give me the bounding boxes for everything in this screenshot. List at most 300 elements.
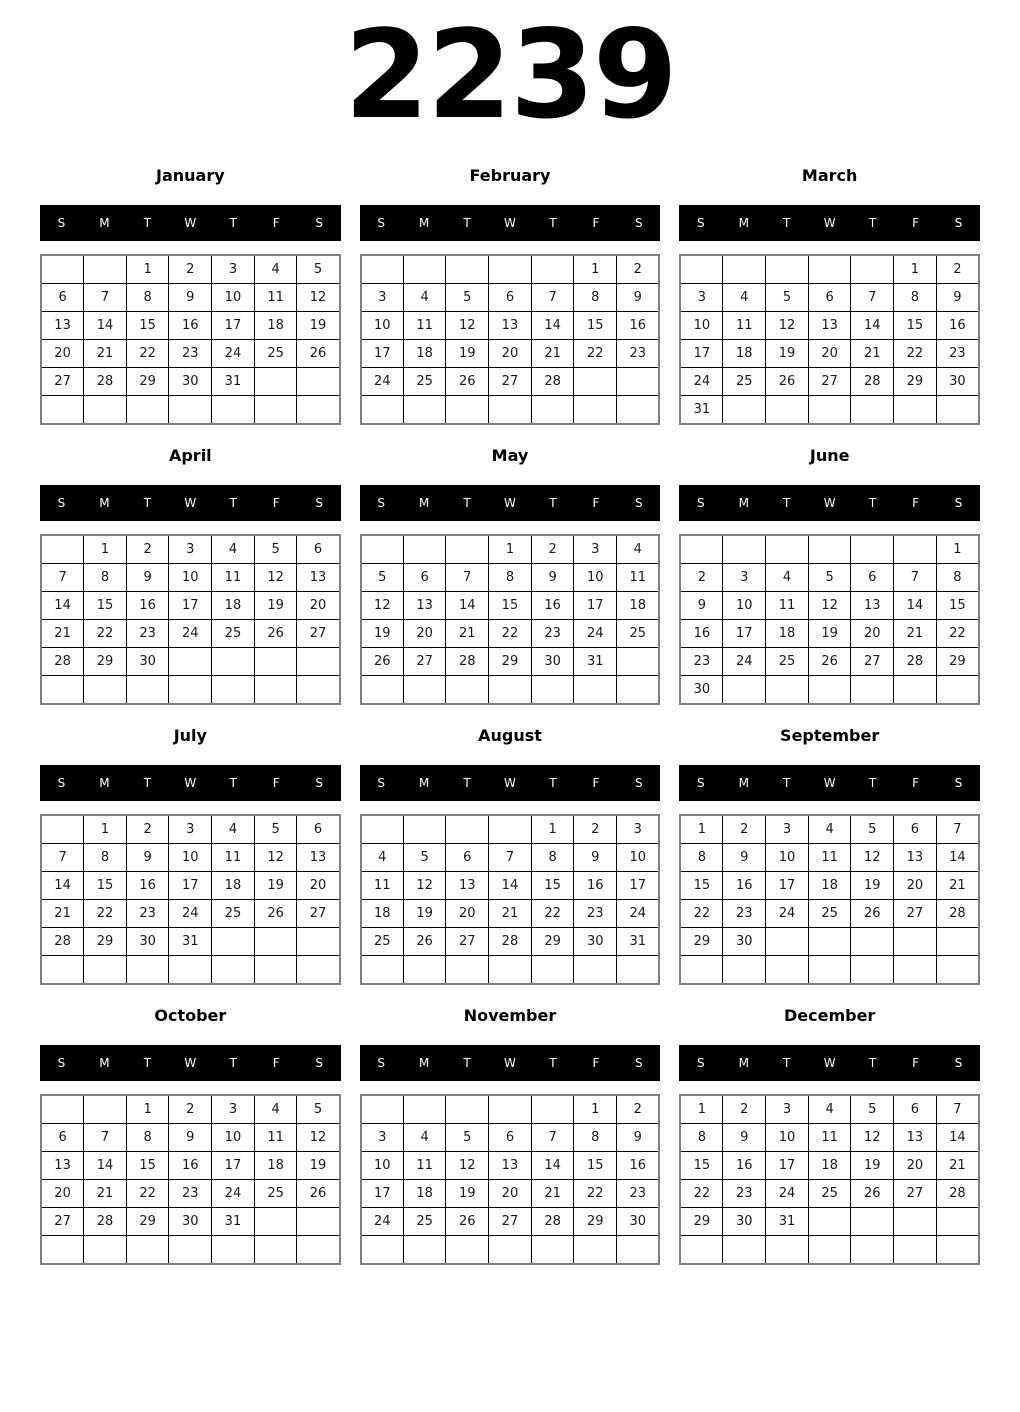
date-cell: 26 bbox=[766, 368, 809, 396]
date-cell: 3 bbox=[212, 1095, 255, 1124]
date-cell: 27 bbox=[41, 368, 84, 396]
weekday-label: S bbox=[696, 776, 705, 791]
empty-date-cell bbox=[297, 928, 340, 956]
week-row bbox=[41, 1208, 340, 1236]
date-cell: 30 bbox=[723, 1208, 766, 1236]
date-cell: 19 bbox=[254, 872, 297, 900]
date-cell: 15 bbox=[126, 312, 169, 340]
date-cell: 4 bbox=[403, 284, 446, 312]
week-row bbox=[680, 815, 979, 844]
week-row bbox=[361, 535, 660, 564]
date-cell: 12 bbox=[254, 844, 297, 872]
date-cell: 4 bbox=[361, 844, 404, 872]
date-cell: 23 bbox=[680, 648, 723, 676]
date-cell: 14 bbox=[936, 844, 979, 872]
date-cell: 24 bbox=[574, 620, 617, 648]
empty-date-cell bbox=[617, 648, 660, 676]
date-cell: 31 bbox=[574, 648, 617, 676]
week-row bbox=[41, 535, 340, 564]
empty-date-cell bbox=[531, 396, 574, 425]
weekday-label: W bbox=[823, 496, 836, 511]
weekday-label: W bbox=[184, 216, 197, 231]
weekday-label: S bbox=[57, 496, 66, 511]
week-row bbox=[680, 620, 979, 648]
date-cell: 22 bbox=[84, 620, 127, 648]
empty-date-cell bbox=[41, 1095, 84, 1124]
date-cell: 26 bbox=[851, 1180, 894, 1208]
date-cell: 31 bbox=[212, 368, 255, 396]
weekday-label: T bbox=[463, 776, 471, 791]
weekday-label: M bbox=[418, 1056, 430, 1071]
date-cell: 18 bbox=[212, 872, 255, 900]
week-row bbox=[361, 284, 660, 312]
weekday-label: S bbox=[377, 776, 385, 791]
date-cell: 30 bbox=[169, 368, 212, 396]
date-cell: 20 bbox=[489, 340, 532, 368]
empty-date-cell bbox=[574, 676, 617, 705]
date-cell: 21 bbox=[41, 620, 84, 648]
date-cell: 1 bbox=[894, 255, 937, 284]
month-block bbox=[40, 155, 341, 425]
date-cell: 31 bbox=[680, 396, 723, 425]
weekday-header-row bbox=[360, 765, 661, 801]
empty-date-cell bbox=[446, 815, 489, 844]
date-cell: 26 bbox=[297, 340, 340, 368]
week-row bbox=[41, 284, 340, 312]
date-cell: 11 bbox=[723, 312, 766, 340]
date-cell: 16 bbox=[126, 872, 169, 900]
date-cell: 26 bbox=[254, 900, 297, 928]
date-cell: 29 bbox=[894, 368, 937, 396]
weekday-label: T bbox=[229, 776, 237, 791]
date-cell: 4 bbox=[723, 284, 766, 312]
empty-date-cell bbox=[894, 676, 937, 705]
weekday-label: M bbox=[99, 1056, 110, 1071]
date-cell: 4 bbox=[403, 1124, 446, 1152]
date-cell: 22 bbox=[574, 340, 617, 368]
date-cell: 9 bbox=[617, 284, 660, 312]
empty-date-cell bbox=[936, 928, 979, 956]
weekday-label: T bbox=[143, 216, 152, 231]
week-row bbox=[41, 312, 340, 340]
date-cell: 19 bbox=[361, 620, 404, 648]
date-cell: 24 bbox=[361, 1208, 404, 1236]
month-date-grid bbox=[360, 534, 661, 705]
date-cell: 19 bbox=[446, 340, 489, 368]
date-cell: 28 bbox=[894, 648, 937, 676]
date-cell: 13 bbox=[41, 1152, 84, 1180]
date-cell: 2 bbox=[574, 815, 617, 844]
date-cell: 29 bbox=[126, 1208, 169, 1236]
date-cell: 2 bbox=[169, 1095, 212, 1124]
date-cell: 10 bbox=[680, 312, 723, 340]
date-cell: 27 bbox=[894, 1180, 937, 1208]
week-row bbox=[361, 648, 660, 676]
date-cell: 7 bbox=[531, 284, 574, 312]
date-cell: 17 bbox=[212, 1152, 255, 1180]
date-cell: 27 bbox=[41, 1208, 84, 1236]
date-cell: 21 bbox=[84, 340, 127, 368]
date-cell: 3 bbox=[574, 535, 617, 564]
weekday-label: S bbox=[954, 496, 963, 511]
empty-date-cell bbox=[446, 535, 489, 564]
week-row bbox=[41, 1152, 340, 1180]
weekday-label: T bbox=[143, 496, 152, 511]
date-cell: 14 bbox=[531, 1152, 574, 1180]
date-cell: 6 bbox=[808, 284, 851, 312]
week-row bbox=[680, 284, 979, 312]
date-cell: 26 bbox=[446, 1208, 489, 1236]
weekday-label: S bbox=[315, 1056, 323, 1071]
empty-date-cell bbox=[361, 956, 404, 985]
week-row bbox=[361, 396, 660, 425]
date-cell: 28 bbox=[489, 928, 532, 956]
date-cell: 17 bbox=[766, 1152, 809, 1180]
week-row bbox=[680, 928, 979, 956]
month-date-grid bbox=[360, 1094, 661, 1265]
date-cell: 1 bbox=[680, 1095, 723, 1124]
date-cell: 7 bbox=[84, 284, 127, 312]
empty-date-cell bbox=[361, 255, 404, 284]
date-cell: 13 bbox=[489, 1152, 532, 1180]
empty-date-cell bbox=[680, 535, 723, 564]
month-title: March bbox=[801, 165, 858, 185]
date-cell: 17 bbox=[680, 340, 723, 368]
date-cell: 18 bbox=[808, 872, 851, 900]
date-cell: 11 bbox=[212, 564, 255, 592]
date-cell: 7 bbox=[446, 564, 489, 592]
empty-date-cell bbox=[489, 956, 532, 985]
month-title: November bbox=[463, 1005, 557, 1025]
weekday-label: W bbox=[184, 1056, 197, 1071]
weekday-label: S bbox=[696, 496, 705, 511]
date-cell: 22 bbox=[680, 1180, 723, 1208]
month-block bbox=[40, 995, 341, 1265]
weekday-label: T bbox=[549, 496, 557, 511]
empty-date-cell bbox=[169, 1236, 212, 1265]
date-cell: 27 bbox=[851, 648, 894, 676]
date-cell: 7 bbox=[936, 1095, 979, 1124]
date-cell: 31 bbox=[212, 1208, 255, 1236]
date-cell: 13 bbox=[297, 844, 340, 872]
week-row bbox=[680, 564, 979, 592]
date-cell: 30 bbox=[531, 648, 574, 676]
empty-date-cell bbox=[489, 396, 532, 425]
date-cell: 1 bbox=[936, 535, 979, 564]
empty-date-cell bbox=[617, 956, 660, 985]
week-row bbox=[680, 1236, 979, 1265]
date-cell: 9 bbox=[680, 592, 723, 620]
date-cell: 8 bbox=[531, 844, 574, 872]
weekday-label: S bbox=[315, 496, 323, 511]
date-cell: 13 bbox=[808, 312, 851, 340]
empty-date-cell bbox=[680, 956, 723, 985]
week-row bbox=[680, 844, 979, 872]
empty-date-cell bbox=[808, 1208, 851, 1236]
date-cell: 3 bbox=[766, 815, 809, 844]
weekday-header-row bbox=[679, 1045, 980, 1081]
weekday-header-row bbox=[40, 205, 341, 241]
date-cell: 8 bbox=[489, 564, 532, 592]
date-cell: 14 bbox=[84, 312, 127, 340]
date-cell: 10 bbox=[617, 844, 660, 872]
date-cell: 3 bbox=[766, 1095, 809, 1124]
week-row bbox=[361, 815, 660, 844]
empty-date-cell bbox=[361, 676, 404, 705]
month-title: August bbox=[478, 725, 542, 745]
month-block bbox=[679, 715, 980, 985]
date-cell: 10 bbox=[766, 1124, 809, 1152]
date-cell: 4 bbox=[617, 535, 660, 564]
date-cell: 12 bbox=[297, 1124, 340, 1152]
month-date-grid bbox=[40, 534, 341, 705]
empty-date-cell bbox=[808, 255, 851, 284]
weekday-label: F bbox=[912, 216, 919, 231]
empty-date-cell bbox=[169, 956, 212, 985]
date-cell: 12 bbox=[297, 284, 340, 312]
weekday-label: T bbox=[868, 776, 877, 791]
date-cell: 5 bbox=[361, 564, 404, 592]
date-cell: 6 bbox=[41, 284, 84, 312]
date-cell: 17 bbox=[169, 872, 212, 900]
date-cell: 24 bbox=[723, 648, 766, 676]
weekday-label: S bbox=[57, 1056, 66, 1071]
weekday-label: F bbox=[592, 1056, 600, 1071]
date-cell: 12 bbox=[361, 592, 404, 620]
empty-date-cell bbox=[894, 1236, 937, 1265]
date-cell: 6 bbox=[403, 564, 446, 592]
week-row bbox=[41, 368, 340, 396]
week-row bbox=[41, 872, 340, 900]
empty-date-cell bbox=[680, 255, 723, 284]
empty-date-cell bbox=[41, 956, 84, 985]
month-title: January bbox=[156, 165, 225, 185]
month-block bbox=[360, 715, 661, 985]
empty-date-cell bbox=[489, 676, 532, 705]
date-cell: 14 bbox=[41, 872, 84, 900]
empty-date-cell bbox=[723, 1236, 766, 1265]
date-cell: 28 bbox=[84, 1208, 127, 1236]
date-cell: 19 bbox=[297, 312, 340, 340]
date-cell: 27 bbox=[894, 900, 937, 928]
date-cell: 15 bbox=[680, 1152, 723, 1180]
date-cell: 13 bbox=[489, 312, 532, 340]
weekday-label: T bbox=[868, 216, 877, 231]
date-cell: 20 bbox=[446, 900, 489, 928]
date-cell: 20 bbox=[297, 872, 340, 900]
date-cell: 28 bbox=[936, 900, 979, 928]
week-row bbox=[361, 312, 660, 340]
week-row bbox=[680, 592, 979, 620]
date-cell: 14 bbox=[489, 872, 532, 900]
week-row bbox=[41, 900, 340, 928]
date-cell: 7 bbox=[531, 1124, 574, 1152]
date-cell: 20 bbox=[297, 592, 340, 620]
date-cell: 29 bbox=[680, 928, 723, 956]
date-cell: 23 bbox=[169, 1180, 212, 1208]
month-title: April bbox=[168, 445, 212, 465]
date-cell: 27 bbox=[808, 368, 851, 396]
empty-date-cell bbox=[446, 1236, 489, 1265]
empty-date-cell bbox=[574, 956, 617, 985]
date-cell: 24 bbox=[617, 900, 660, 928]
date-cell: 12 bbox=[446, 1152, 489, 1180]
date-cell: 26 bbox=[446, 368, 489, 396]
date-cell: 29 bbox=[936, 648, 979, 676]
week-row bbox=[361, 1180, 660, 1208]
date-cell: 3 bbox=[169, 535, 212, 564]
date-cell: 20 bbox=[894, 872, 937, 900]
week-row bbox=[680, 676, 979, 705]
date-cell: 22 bbox=[894, 340, 937, 368]
weekday-label: T bbox=[549, 216, 557, 231]
weekday-header-row bbox=[360, 485, 661, 521]
empty-date-cell bbox=[851, 535, 894, 564]
week-row bbox=[41, 648, 340, 676]
date-cell: 20 bbox=[808, 340, 851, 368]
empty-date-cell bbox=[254, 676, 297, 705]
date-cell: 1 bbox=[84, 815, 127, 844]
empty-date-cell bbox=[851, 1236, 894, 1265]
date-cell: 4 bbox=[808, 815, 851, 844]
week-row bbox=[361, 676, 660, 705]
month-block bbox=[360, 995, 661, 1265]
date-cell: 16 bbox=[531, 592, 574, 620]
weekday-label: F bbox=[912, 496, 919, 511]
empty-date-cell bbox=[766, 956, 809, 985]
date-cell: 10 bbox=[574, 564, 617, 592]
date-cell: 18 bbox=[808, 1152, 851, 1180]
date-cell: 21 bbox=[936, 1152, 979, 1180]
date-cell: 22 bbox=[84, 900, 127, 928]
month-block bbox=[40, 435, 341, 705]
date-cell: 22 bbox=[680, 900, 723, 928]
date-cell: 6 bbox=[894, 815, 937, 844]
month-date-grid bbox=[40, 814, 341, 985]
weekday-header-row bbox=[679, 765, 980, 801]
week-row bbox=[680, 956, 979, 985]
date-cell: 21 bbox=[489, 900, 532, 928]
weekday-label: W bbox=[823, 776, 836, 791]
date-cell: 13 bbox=[446, 872, 489, 900]
date-cell: 31 bbox=[766, 1208, 809, 1236]
week-row bbox=[680, 1095, 979, 1124]
date-cell: 26 bbox=[403, 928, 446, 956]
month-date-grid bbox=[360, 254, 661, 425]
date-cell: 25 bbox=[723, 368, 766, 396]
empty-date-cell bbox=[851, 676, 894, 705]
date-cell: 11 bbox=[766, 592, 809, 620]
date-cell: 18 bbox=[254, 312, 297, 340]
date-cell: 7 bbox=[41, 844, 84, 872]
date-cell: 17 bbox=[361, 340, 404, 368]
empty-date-cell bbox=[766, 928, 809, 956]
date-cell: 6 bbox=[851, 564, 894, 592]
empty-date-cell bbox=[531, 255, 574, 284]
empty-date-cell bbox=[489, 1095, 532, 1124]
empty-date-cell bbox=[446, 956, 489, 985]
date-cell: 10 bbox=[212, 284, 255, 312]
empty-date-cell bbox=[808, 956, 851, 985]
weekday-label: T bbox=[783, 216, 791, 231]
date-cell: 23 bbox=[617, 340, 660, 368]
week-row bbox=[361, 900, 660, 928]
weekday-label: W bbox=[504, 776, 516, 791]
month-date-grid bbox=[679, 814, 980, 985]
date-cell: 14 bbox=[41, 592, 84, 620]
empty-date-cell bbox=[84, 676, 127, 705]
weekday-label: S bbox=[954, 1056, 963, 1071]
empty-date-cell bbox=[403, 956, 446, 985]
date-cell: 26 bbox=[254, 620, 297, 648]
weekday-header-row bbox=[40, 485, 341, 521]
weekday-header-row bbox=[679, 205, 980, 241]
date-cell: 21 bbox=[851, 340, 894, 368]
date-cell: 11 bbox=[212, 844, 255, 872]
week-row bbox=[361, 1095, 660, 1124]
date-cell: 9 bbox=[169, 1124, 212, 1152]
date-cell: 28 bbox=[84, 368, 127, 396]
empty-date-cell bbox=[254, 1236, 297, 1265]
date-cell: 21 bbox=[531, 340, 574, 368]
week-row bbox=[680, 1208, 979, 1236]
date-cell: 30 bbox=[126, 928, 169, 956]
weekday-label: W bbox=[184, 776, 197, 791]
date-cell: 24 bbox=[766, 1180, 809, 1208]
week-row bbox=[680, 255, 979, 284]
date-cell: 8 bbox=[936, 564, 979, 592]
week-row bbox=[41, 396, 340, 425]
empty-date-cell bbox=[766, 255, 809, 284]
date-cell: 16 bbox=[169, 312, 212, 340]
weekday-label: W bbox=[504, 216, 516, 231]
empty-date-cell bbox=[808, 396, 851, 425]
date-cell: 22 bbox=[574, 1180, 617, 1208]
empty-date-cell bbox=[766, 396, 809, 425]
date-cell: 12 bbox=[766, 312, 809, 340]
empty-date-cell bbox=[41, 1236, 84, 1265]
month-block bbox=[40, 715, 341, 985]
empty-date-cell bbox=[808, 676, 851, 705]
week-row bbox=[41, 255, 340, 284]
empty-date-cell bbox=[84, 255, 127, 284]
empty-date-cell bbox=[489, 815, 532, 844]
empty-date-cell bbox=[574, 1236, 617, 1265]
date-cell: 6 bbox=[297, 815, 340, 844]
date-cell: 9 bbox=[126, 564, 169, 592]
weekday-label: F bbox=[592, 216, 600, 231]
week-row bbox=[680, 535, 979, 564]
empty-date-cell bbox=[254, 648, 297, 676]
date-cell: 25 bbox=[808, 1180, 851, 1208]
date-cell: 28 bbox=[531, 368, 574, 396]
date-cell: 5 bbox=[297, 1095, 340, 1124]
date-cell: 25 bbox=[403, 1208, 446, 1236]
month-title: June bbox=[809, 445, 850, 465]
date-cell: 1 bbox=[126, 1095, 169, 1124]
empty-date-cell bbox=[936, 676, 979, 705]
date-cell: 18 bbox=[723, 340, 766, 368]
empty-date-cell bbox=[723, 676, 766, 705]
date-cell: 19 bbox=[766, 340, 809, 368]
weekday-label: F bbox=[912, 1056, 919, 1071]
date-cell: 24 bbox=[212, 340, 255, 368]
empty-date-cell bbox=[403, 396, 446, 425]
week-row bbox=[41, 564, 340, 592]
weekday-label: S bbox=[57, 216, 66, 231]
date-cell: 25 bbox=[254, 1180, 297, 1208]
weekday-label: M bbox=[99, 776, 110, 791]
